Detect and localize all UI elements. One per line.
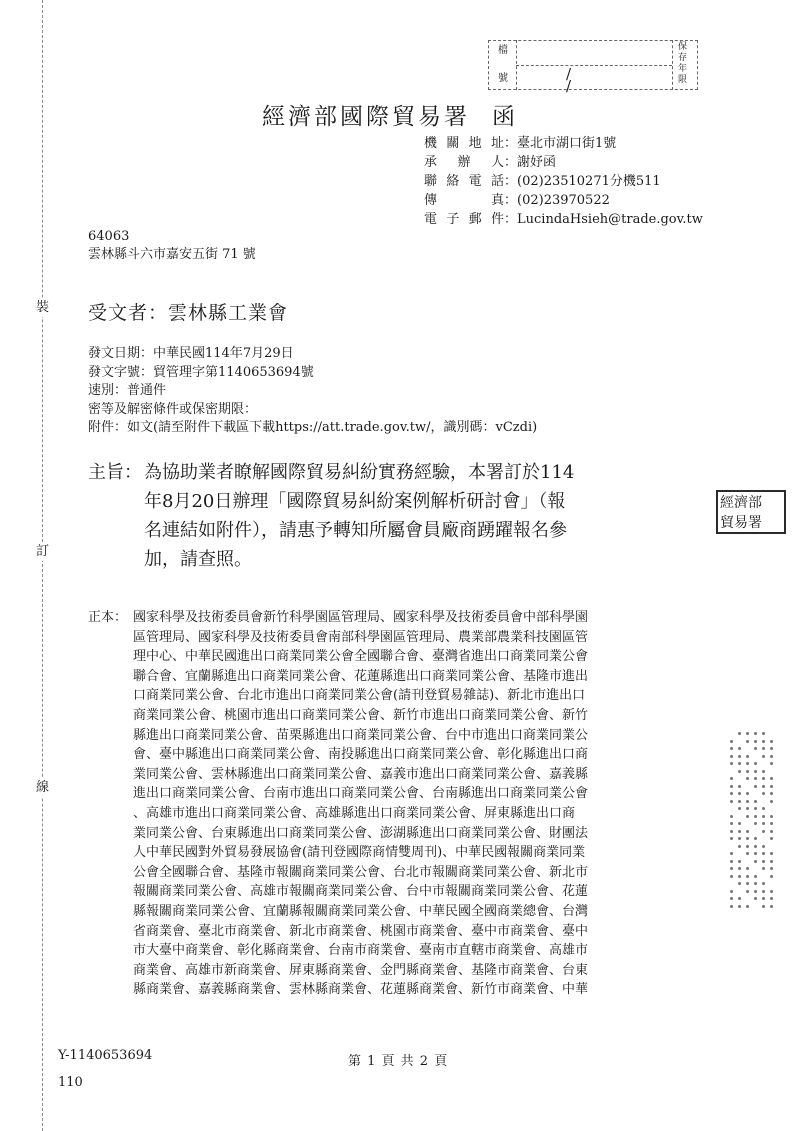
- margin-dot: [770, 822, 773, 825]
- margin-dot: [738, 882, 741, 885]
- main-copy-lines: [133, 608, 703, 1000]
- margin-dot: [730, 860, 733, 863]
- subject-line: 為協助業者瞭解國際貿易糾紛實務經驗，本署訂於114: [144, 462, 575, 483]
- margin-dot: [738, 905, 741, 908]
- contact-block: [424, 134, 703, 229]
- footer-page-number: 第 1 頁 共 2 頁: [348, 1054, 449, 1069]
- contact-row: 機關地址：臺北市湖口街1號: [424, 136, 617, 151]
- margin-dot: [754, 762, 757, 765]
- margin-dot: [762, 860, 765, 863]
- margin-dot: [746, 845, 749, 848]
- margin-dot: [770, 740, 773, 743]
- main-copy-line: 市大臺中商業會、彰化縣商業會、台南市商業會、臺南市直轄市商業會、高雄市: [133, 943, 589, 959]
- margin-dot: [738, 755, 741, 758]
- retention-char: 保: [678, 42, 688, 52]
- margin-dot: [746, 732, 749, 735]
- main-copy-line: 國家科學及技術委員會新竹科學園區管理局、國家科學及技術委員會中部科學園: [133, 610, 589, 625]
- margin-dot: [754, 740, 757, 743]
- margin-dot-pattern: [728, 732, 778, 912]
- margin-dot: [770, 837, 773, 840]
- file-number-box: [488, 40, 698, 95]
- margin-dot: [730, 792, 733, 795]
- main-copy-line: 區管理局、國家科學及技術委員會南部科學園區管理局、農業部農業科技園區管: [133, 629, 589, 645]
- subject-line: 名連結如附件），請惠予轉知所屬會員廠商踴躍報名參: [144, 520, 567, 541]
- contact-email[interactable]: LucindaHsieh@trade.gov.tw: [517, 212, 703, 227]
- main-copy-line: 人中華民國對外貿易發展協會(請刊登國際商情雙周刊)、中華民國報關商業同業: [133, 845, 586, 861]
- margin-dot: [754, 822, 757, 825]
- retention-char: 限: [678, 75, 688, 85]
- margin-dot: [762, 897, 765, 900]
- margin-dot: [770, 800, 773, 803]
- margin-dot: [746, 755, 749, 758]
- margin-dot: [770, 747, 773, 750]
- margin-dot: [738, 770, 741, 773]
- margin-dot: [738, 800, 741, 803]
- margin-dot: [746, 837, 749, 840]
- margin-dot: [762, 732, 765, 735]
- margin-dot: [730, 777, 733, 780]
- subject-label: 主旨：: [88, 462, 142, 483]
- margin-dot: [770, 875, 773, 878]
- margin-dot: [746, 800, 749, 803]
- margin-dot: [738, 860, 741, 863]
- margin-dot: [730, 905, 733, 908]
- file-label: 檔: [498, 45, 508, 56]
- stamp-line: 經濟部: [720, 495, 762, 511]
- contact-key: 聯絡電話: [424, 174, 504, 189]
- margin-dot: [770, 755, 773, 758]
- margin-dot: [730, 830, 733, 833]
- margin-dot: [738, 897, 741, 900]
- contact-value: 臺北市湖口街1號: [517, 136, 617, 151]
- confidentiality: 密等及解密條件或保密期限：: [88, 401, 258, 417]
- margin-dot: [738, 822, 741, 825]
- margin-dot: [770, 890, 773, 893]
- main-copy-label: 正本：: [88, 610, 128, 625]
- margin-dot: [762, 770, 765, 773]
- main-copy-line: 理中心、中華民國進出口商業同業公會全國聯合會、臺灣省進出口商業同業公會: [133, 649, 589, 665]
- contact-row: 聯絡電話：(02)23510271分機511: [424, 174, 661, 189]
- contact-key: 傳 真: [424, 193, 504, 208]
- margin-dot: [770, 830, 773, 833]
- margin-dot: [754, 860, 757, 863]
- margin-dot: [762, 905, 765, 908]
- main-copy-line: 業同業公會、雲林縣進出口商業同業公會、嘉義市進出口商業同業公會、嘉義縣: [133, 766, 589, 782]
- margin-dot: [770, 852, 773, 855]
- margin-dot: [738, 867, 741, 870]
- margin-dot: [754, 747, 757, 750]
- main-copy-line: 商業同業公會、桃園市進出口商業同業公會、新竹市進出口商業同業公會、新竹: [133, 707, 589, 723]
- margin-dot: [770, 815, 773, 818]
- margin-dot: [746, 882, 749, 885]
- binding-char-ding: 訂: [36, 544, 50, 559]
- margin-dot: [746, 777, 749, 780]
- contact-row: 承 辦 人：謝妤函: [424, 155, 557, 170]
- margin-dot: [754, 785, 757, 788]
- contact-key: 電子郵件: [424, 212, 504, 227]
- main-copy-line: 縣報關商業同業公會、宜蘭縣報關商業同業公會、中華民國全國商業總會、台灣: [133, 903, 589, 919]
- main-copy-line: 省商業會、臺北市商業會、新北市商業會、桃園市商業會、臺中市商業會、臺中: [133, 923, 589, 939]
- margin-dot: [746, 762, 749, 765]
- margin-dot: [738, 837, 741, 840]
- margin-dot: [770, 762, 773, 765]
- main-copy-line: 業同業公會、台東縣進出口商業同業公會、澎湖縣進出口商業同業公會、財團法: [133, 825, 589, 841]
- margin-dot: [762, 815, 765, 818]
- margin-dot: [746, 905, 749, 908]
- contact-row: 電子郵件：LucindaHsieh@trade.gov.tw: [424, 212, 703, 227]
- margin-dot: [730, 822, 733, 825]
- margin-dot: [730, 815, 733, 818]
- margin-dot: [762, 845, 765, 848]
- document-number: 發文字號：貿管理字第1140653694號: [88, 364, 314, 380]
- margin-dot: [762, 785, 765, 788]
- binding-line: [42, 0, 43, 1131]
- margin-dot: [730, 747, 733, 750]
- margin-dot: [738, 747, 741, 750]
- margin-dot: [730, 867, 733, 870]
- margin-dot: [730, 800, 733, 803]
- margin-dot: [770, 792, 773, 795]
- contact-value: (02)23510271分機511: [517, 174, 661, 189]
- retention-char: 存: [678, 53, 688, 63]
- margin-dot: [730, 785, 733, 788]
- margin-dot: [746, 875, 749, 878]
- margin-dot: [754, 845, 757, 848]
- margin-dot: [754, 882, 757, 885]
- margin-dot: [730, 897, 733, 900]
- agency-stamp: [716, 490, 786, 534]
- main-copy-line: 、高雄市進出口商業同業公會、高雄縣進出口商業同業公會、屏東縣進出口商: [133, 805, 576, 821]
- main-copy-line: 商業會、高雄市新商業會、屏東縣商業會、金門縣商業會、基隆市商業會、台東: [133, 962, 589, 978]
- street-address: 雲林縣斗六市嘉安五街 71 號: [88, 247, 256, 262]
- contact-key: 機關地址: [424, 136, 504, 151]
- file-box-slashes: / /: [566, 65, 612, 95]
- margin-dot: [746, 867, 749, 870]
- margin-dot: [754, 897, 757, 900]
- margin-dot: [738, 785, 741, 788]
- stamp-line: 貿易署: [720, 515, 762, 531]
- margin-dot: [730, 852, 733, 855]
- main-copy-line: 縣商業會、嘉義縣商業會、雲林縣商業會、花蓮縣商業會、新竹市商業會、中華: [133, 982, 589, 998]
- margin-dot: [762, 777, 765, 780]
- margin-dot: [738, 830, 741, 833]
- margin-dot: [754, 777, 757, 780]
- contact-value: (02)23970522: [517, 193, 610, 208]
- margin-dot: [762, 822, 765, 825]
- margin-dot: [746, 740, 749, 743]
- margin-dot: [730, 762, 733, 765]
- margin-dot: [738, 807, 741, 810]
- postal-code: 64063: [88, 229, 130, 244]
- margin-dot: [762, 867, 765, 870]
- margin-dot: [754, 770, 757, 773]
- margin-dot: [730, 837, 733, 840]
- margin-dot: [762, 747, 765, 750]
- margin-dot: [770, 905, 773, 908]
- urgency: 速別：普通件: [88, 383, 167, 398]
- margin-dot: [746, 807, 749, 810]
- recipient: 受文者：雲林縣工業會: [88, 302, 289, 324]
- issue-date: 發文日期：中華民國114年7月29日: [88, 346, 294, 361]
- margin-dot: [762, 882, 765, 885]
- margin-dot: [762, 807, 765, 810]
- margin-dot: [754, 890, 757, 893]
- margin-dot: [754, 807, 757, 810]
- binding-char-zhuang: 裝: [36, 300, 50, 315]
- contact-key: 承 辦 人: [424, 155, 504, 170]
- margin-dot: [738, 875, 741, 878]
- margin-dot: [754, 875, 757, 878]
- document-meta: [88, 345, 537, 438]
- retention-label: [678, 42, 687, 86]
- mailing-address: [88, 228, 256, 264]
- footer-doc-code: Y-1140653694: [58, 1048, 153, 1063]
- margin-dot: [754, 837, 757, 840]
- margin-dot: [746, 890, 749, 893]
- margin-dot: [770, 867, 773, 870]
- number-label: 號: [498, 73, 508, 84]
- main-copy-line: 進出口商業同業公會、台南市進出口商業同業公會、台南縣進出口商業同業公會: [133, 786, 589, 802]
- margin-dot: [738, 762, 741, 765]
- document-title: [262, 98, 518, 131]
- binding-char-xian: 線: [36, 780, 50, 795]
- margin-dot: [738, 732, 741, 735]
- margin-dot: [730, 875, 733, 878]
- margin-dot: [754, 732, 757, 735]
- margin-dot: [770, 897, 773, 900]
- margin-dot: [762, 852, 765, 855]
- margin-dot: [754, 815, 757, 818]
- footer-number: 110: [58, 1075, 83, 1090]
- margin-dot: [762, 792, 765, 795]
- margin-dot: [762, 830, 765, 833]
- margin-dot: [730, 755, 733, 758]
- margin-dot: [746, 770, 749, 773]
- margin-dot: [738, 792, 741, 795]
- margin-dot: [754, 852, 757, 855]
- subject-line: 年8月20日辦理「國際貿易糾紛案例解析研討會」（報: [144, 491, 566, 512]
- margin-dot: [738, 845, 741, 848]
- agency-name: 經濟部國際貿易署: [262, 104, 470, 130]
- main-copy-line: 口商業同業公會、台北市進出口商業同業公會(請刊登貿易雜誌)、新北市進出口: [133, 688, 586, 704]
- main-copy-line: 會、臺中縣進出口商業同業公會、南投縣進出口商業同業公會、彰化縣進出口商: [133, 747, 589, 763]
- contact-row: 傳 真：(02)23970522: [424, 193, 610, 208]
- margin-dot: [746, 852, 749, 855]
- margin-dot: [762, 890, 765, 893]
- margin-dot: [770, 860, 773, 863]
- main-copy-line: 公會全國聯合會、基隆市報關商業同業公會、台北市報關商業同業公會、新北市: [133, 864, 589, 880]
- margin-dot: [770, 785, 773, 788]
- margin-dot: [746, 792, 749, 795]
- main-copy-line: 聯合會、宜蘭縣進出口商業同業公會、花蓮縣進出口商業同業公會、基隆市進出: [133, 668, 589, 684]
- margin-dot: [762, 740, 765, 743]
- margin-dot: [770, 777, 773, 780]
- margin-dot: [754, 800, 757, 803]
- attachment-line[interactable]: 附件：如文(請至附件下載區下載https://att.trade.gov.tw/，識別碼：vCzdi): [88, 420, 538, 435]
- margin-dot: [746, 830, 749, 833]
- contact-value: 謝妤函: [517, 155, 557, 170]
- main-copy-line: 報關商業同業公會、高雄市報關商業同業公會、台中市報關商業同業公會、花蓮: [133, 884, 589, 900]
- margin-dot: [746, 815, 749, 818]
- subject-line: 加，請查照。: [144, 549, 252, 570]
- retention-char: 年: [678, 64, 688, 74]
- document-type: 函: [492, 104, 518, 130]
- main-copy-line: 縣進出口商業同業公會、苗栗縣進出口商業同業公會、台中市進出口商業同業公: [133, 727, 589, 743]
- margin-dot: [730, 740, 733, 743]
- margin-dot: [730, 890, 733, 893]
- margin-dot: [762, 755, 765, 758]
